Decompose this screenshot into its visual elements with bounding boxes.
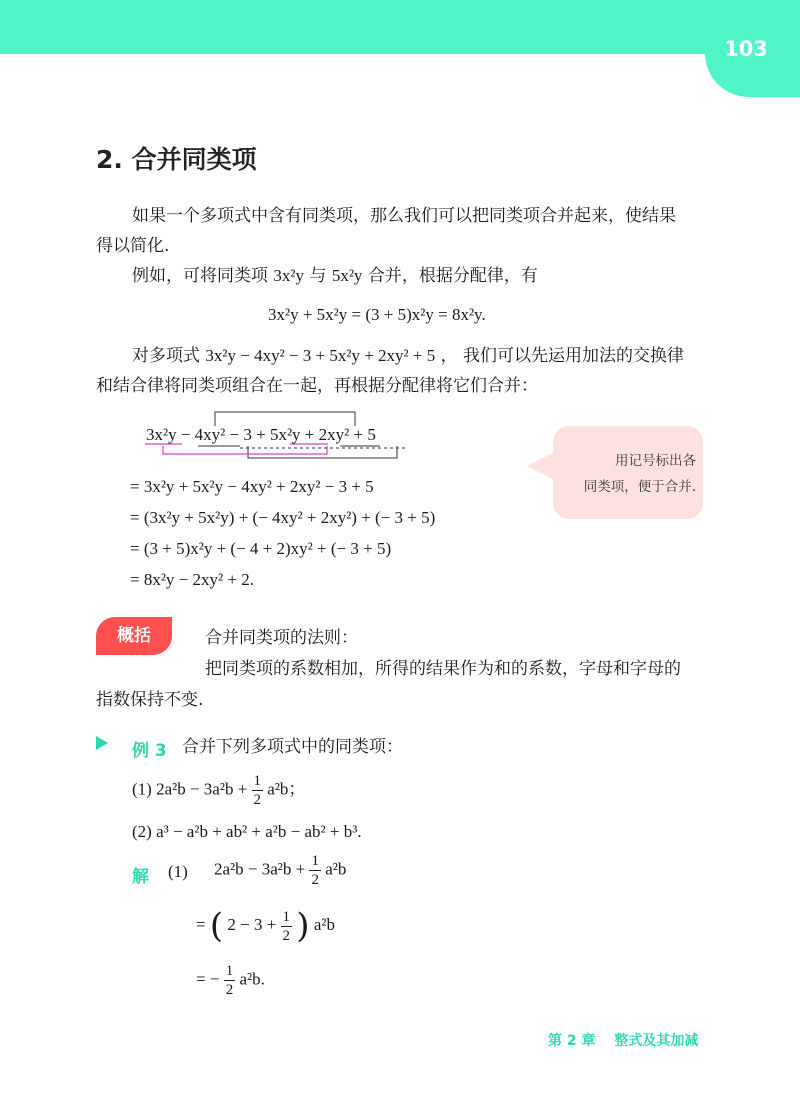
sol1-suffix: a²b — [325, 859, 347, 879]
grouped-expression: 3x²y − 4xy² − 3 + 5x²y + 2xy² + 5 — [146, 425, 376, 444]
sol3-frac-num: 1 — [225, 963, 234, 979]
step-2: = (3x²y + 5x²y) + (− 4xy² + 2xy²) + (− 3 + 5) — [130, 508, 436, 527]
step-1: = 3x²y + 5x²y − 4xy² + 2xy² − 3 + 5 — [130, 477, 374, 496]
item1-prefix: (1) 2a²b − 3a²b + — [132, 779, 248, 799]
page-number: 103 — [724, 37, 768, 61]
callout-text — [564, 448, 696, 500]
summary-line-2: 把同类项的系数相加，所得的结果作为和的系数，字母和字母的 — [205, 659, 681, 679]
sol1-frac-num: 1 — [311, 853, 319, 869]
callout-tail — [527, 452, 555, 480]
polynomial-line-2: 和结合律将同类项组合在一起，再根据分配律将它们合并： — [96, 376, 538, 396]
footer — [548, 1030, 712, 1050]
intro-text-c: 合并，根据分配律，有 — [367, 266, 538, 286]
left-paren-icon: ( — [209, 906, 224, 946]
example-item-2: (2) a³ − a²b + ab² + a²b − ab² + b³. — [132, 822, 362, 841]
summary-badge: 概括 — [96, 617, 172, 655]
sol3-frac-den: 2 — [225, 982, 234, 998]
solution-line-2 — [196, 906, 335, 946]
sol1-fraction — [309, 852, 321, 889]
intro-text-a: 例如，可将同类项 — [132, 266, 268, 286]
summary-line-3: 指数保持不变. — [96, 690, 204, 710]
bracket-x2y-terms — [163, 446, 327, 454]
example-arrow-icon — [96, 736, 108, 750]
solution-line-3 — [196, 962, 265, 999]
sol1-prefix: 2a²b − 3a²b + — [214, 859, 306, 879]
sol3-suffix: a²b. — [239, 969, 265, 989]
intro-term-2: 5x²y — [331, 266, 363, 285]
sol2-fraction — [281, 908, 293, 945]
step-3: = (3 + 5)x²y + (− 4 + 2)xy² + (− 3 + 5) — [130, 539, 392, 558]
sol2-prefix: = — [196, 914, 206, 934]
item1-fraction — [252, 772, 264, 809]
sol2-frac-den: 2 — [282, 927, 291, 944]
right-paren-icon: ) — [296, 906, 310, 946]
solution-line-1 — [214, 852, 346, 889]
polynomial-text-b: ， 我们可以先运用加法的交换律 — [440, 346, 685, 366]
bracket-xy2-terms — [215, 412, 355, 426]
footer-chapter: 第 2 章 — [548, 1033, 596, 1049]
section-title: 2. 合并同类项 — [96, 145, 257, 174]
example-label: 例 3 — [132, 741, 167, 761]
item1-frac-den: 2 — [253, 792, 262, 808]
summary-line-1: 合并同类项的法则： — [205, 628, 358, 648]
intro-line-1: 如果一个多项式中含有同类项，那么我们可以把同类项合并起来，使结果 — [132, 206, 676, 226]
solution-label: 解 — [132, 867, 149, 887]
example-item-1 — [132, 772, 305, 809]
sol2-inner: 2 − 3 + — [227, 914, 277, 934]
sol2-frac-num: 1 — [282, 908, 291, 925]
intro-line-2: 得以简化. — [96, 236, 170, 256]
top-band — [0, 0, 800, 54]
intro-term-1: 3x²y — [273, 266, 305, 285]
equation-distributive: 3x²y + 5x²y = (3 + 5)x²y = 8x²y. — [268, 305, 486, 324]
sol3-fraction — [224, 962, 236, 999]
callout-line-2: 同类项，便于合并. — [583, 479, 696, 495]
item1-suffix: a²b； — [267, 779, 306, 799]
example-prompt: 合并下列多项式中的同类项： — [182, 737, 403, 757]
intro-line-3 — [132, 260, 538, 292]
sol3-prefix: = − — [196, 969, 220, 989]
callout-line-1: 用记号标出各 — [615, 453, 696, 469]
sol1-frac-den: 2 — [311, 872, 319, 888]
item1-frac-num: 1 — [253, 773, 262, 789]
solution-part: (1) — [168, 862, 188, 881]
polynomial-text-a: 对多项式 — [132, 346, 200, 366]
intro-text-b: 与 — [309, 266, 327, 286]
step-4: = 8x²y − 2xy² + 2. — [130, 570, 254, 589]
sol2-suffix: a²b — [313, 914, 335, 934]
polynomial-line-1 — [132, 340, 684, 372]
polynomial-expression: 3x²y − 4xy² − 3 + 5x²y + 2xy² + 5 — [205, 346, 436, 365]
footer-title: 整式及其加减 — [614, 1033, 699, 1049]
